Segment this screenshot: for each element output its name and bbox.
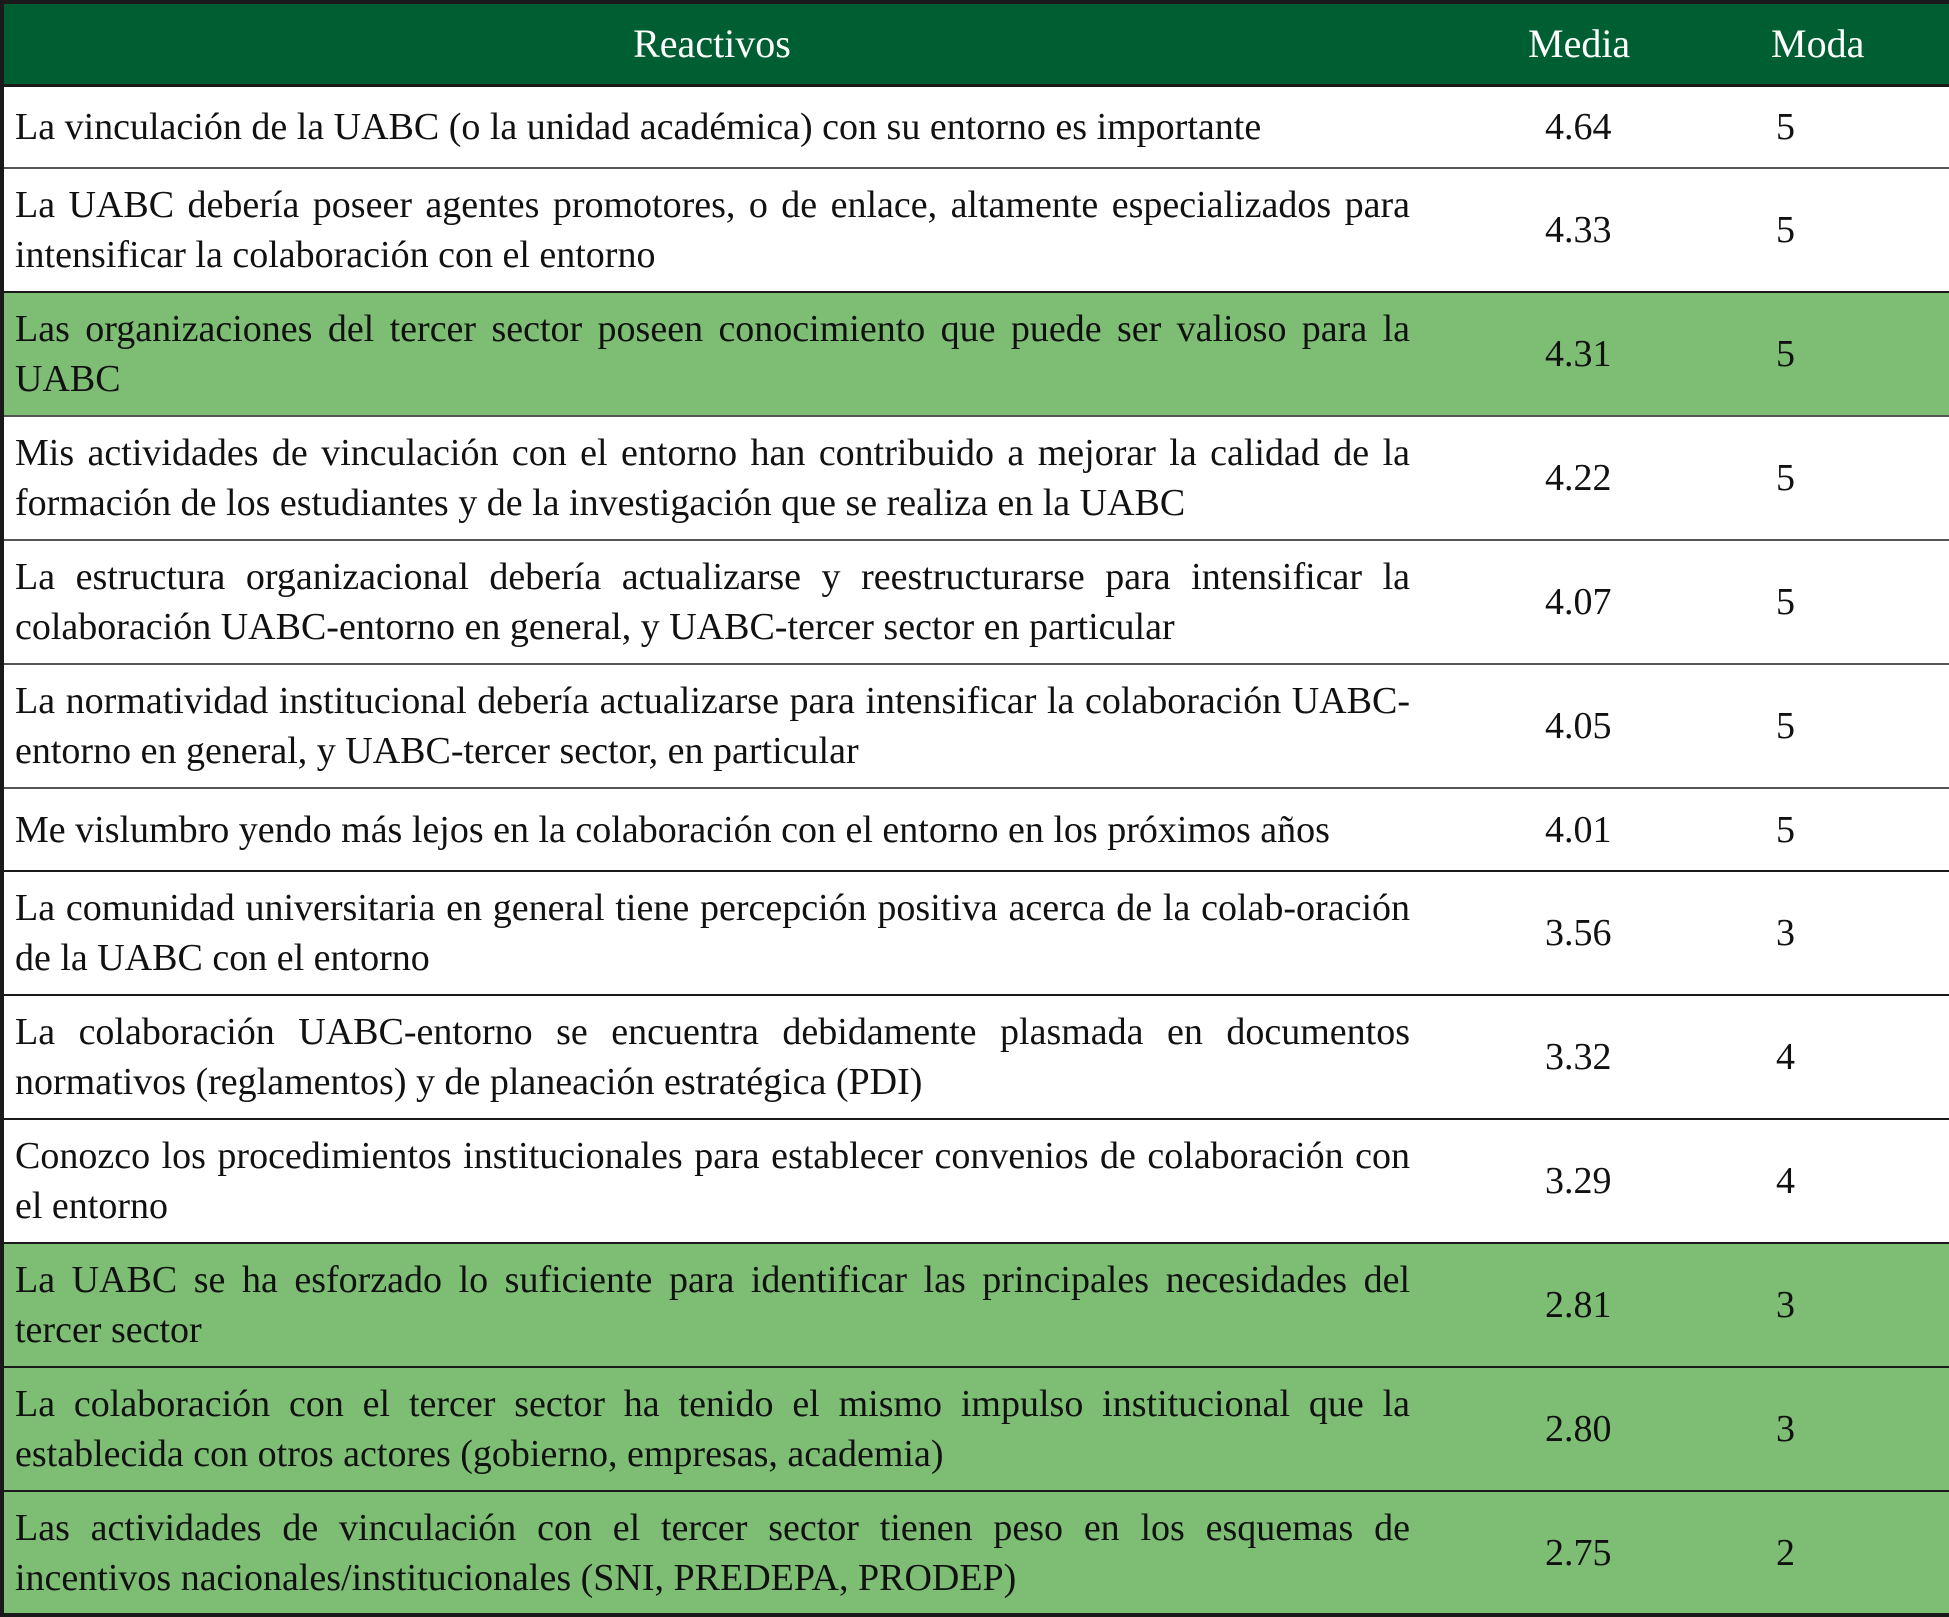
cell-moda: 4 — [1670, 1119, 1949, 1243]
cell-media: 4.01 — [1420, 788, 1670, 871]
cell-moda: 3 — [1670, 871, 1949, 995]
cell-reactivo: Conozco los procedimientos institucionales para establecer convenios de colaboración con el entorno — [4, 1119, 1420, 1243]
cell-media: 4.33 — [1420, 168, 1670, 292]
cell-reactivo: La UABC debería poseer agentes promotores, o de enlace, altamente especializados para intensificar la colaboración con el entorno — [4, 168, 1420, 292]
cell-moda: 3 — [1670, 1243, 1949, 1367]
table-row — [4, 168, 1949, 292]
table-row — [4, 540, 1949, 664]
cell-media: 3.32 — [1420, 995, 1670, 1119]
cell-moda: 5 — [1670, 540, 1949, 664]
cell-media: 4.05 — [1420, 664, 1670, 788]
cell-reactivo: La vinculación de la UABC (o la unidad académica) con su entorno es importante — [4, 85, 1420, 168]
cell-reactivo: La normatividad institucional debería actualizarse para intensificar la colaboración UABC-entorno en general, y UABC-tercer sector, en particular — [4, 664, 1420, 788]
table-row-highlighted — [4, 1367, 1949, 1491]
cell-reactivo: Me vislumbro yendo más lejos en la colaboración con el entorno en los próximos años — [4, 788, 1420, 871]
cell-media: 4.22 — [1420, 416, 1670, 540]
cell-moda: 3 — [1670, 1367, 1949, 1491]
cell-moda: 5 — [1670, 416, 1949, 540]
cell-media: 2.75 — [1420, 1491, 1670, 1615]
table-row-highlighted — [4, 292, 1949, 416]
table-row — [4, 416, 1949, 540]
cell-moda: 2 — [1670, 1491, 1949, 1615]
cell-moda: 5 — [1670, 292, 1949, 416]
cell-reactivo: La colaboración con el tercer sector ha tenido el mismo impulso institucional que la establecida con otros actores (gobierno, empresas, academia) — [4, 1367, 1420, 1491]
table-row — [4, 871, 1949, 995]
table-header-row — [4, 4, 1949, 85]
cell-media: 3.56 — [1420, 871, 1670, 995]
table-row — [4, 788, 1949, 871]
table-row-highlighted — [4, 1243, 1949, 1367]
cell-reactivo: La colaboración UABC-entorno se encuentra debidamente plasmada en documentos normativos (reglamentos) y de planeación estratégica (PDI) — [4, 995, 1420, 1119]
cell-moda: 5 — [1670, 168, 1949, 292]
cell-moda: 5 — [1670, 85, 1949, 168]
table-row — [4, 85, 1949, 168]
cell-media: 2.81 — [1420, 1243, 1670, 1367]
header-media: Media — [1420, 4, 1670, 85]
cell-moda: 4 — [1670, 995, 1949, 1119]
cell-reactivo: La comunidad universitaria en general tiene percepción positiva acerca de la colab-oración de la UABC con el entorno — [4, 871, 1420, 995]
cell-media: 4.31 — [1420, 292, 1670, 416]
cell-media: 2.80 — [1420, 1367, 1670, 1491]
cell-reactivo: La estructura organizacional debería actualizarse y reestructurarse para intensificar la colaboración UABC-entorno en general, y UABC-tercer sector en particular — [4, 540, 1420, 664]
table-row-highlighted — [4, 1491, 1949, 1615]
cell-reactivo: La UABC se ha esforzado lo suficiente para identificar las principales necesidades del tercer sector — [4, 1243, 1420, 1367]
cell-media: 3.29 — [1420, 1119, 1670, 1243]
cell-moda: 5 — [1670, 788, 1949, 871]
header-moda: Moda — [1670, 4, 1949, 85]
cell-media: 4.07 — [1420, 540, 1670, 664]
header-reactivos: Reactivos — [4, 4, 1420, 85]
cell-reactivo: Las organizaciones del tercer sector poseen conocimiento que puede ser valioso para la UABC — [4, 292, 1420, 416]
results-table — [4, 4, 1949, 1617]
cell-reactivo: Las actividades de vinculación con el tercer sector tienen peso en los esquemas de incentivos nacionales/institucionales (SNI, PREDEPA, PRODEP) — [4, 1491, 1420, 1615]
cell-moda: 5 — [1670, 664, 1949, 788]
table-row — [4, 995, 1949, 1119]
table-row — [4, 1119, 1949, 1243]
table-row — [4, 664, 1949, 788]
cell-media: 4.64 — [1420, 85, 1670, 168]
cell-reactivo: Mis actividades de vinculación con el entorno han contribuido a mejorar la calidad de la formación de los estudiantes y de la investigación que se realiza en la UABC — [4, 416, 1420, 540]
